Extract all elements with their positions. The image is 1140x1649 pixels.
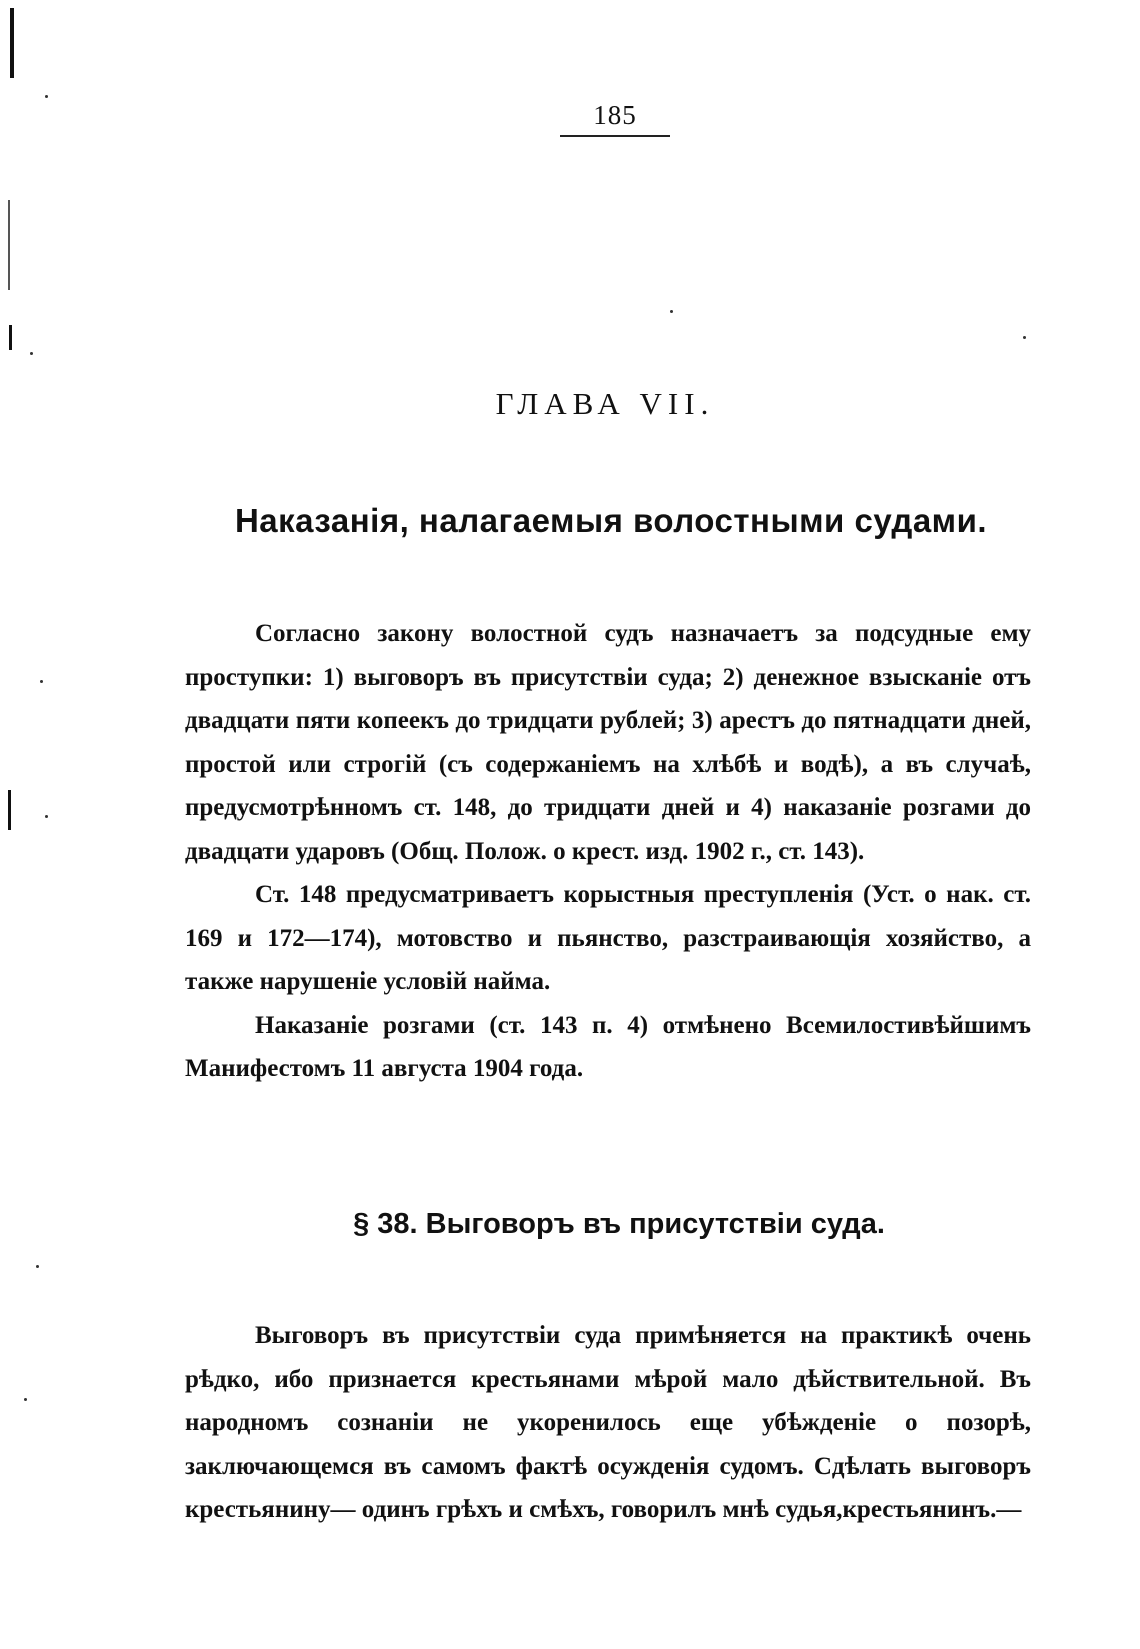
scan-speck <box>670 310 673 313</box>
chapter-heading: ГЛАВА VII. <box>495 386 715 421</box>
scan-margin-line <box>8 200 10 290</box>
scan-speck <box>24 1398 27 1401</box>
scan-speck <box>1023 336 1026 339</box>
section-paragraph: Выговоръ въ присутствіи суда примѣняется на практикѣ очень рѣдко, ибо признается крестьянами мѣрой мало дѣйствительной. Въ народномъ сознаніи не укоренилось еще убѣжденіе о позорѣ, заключающемся въ самомъ фактѣ осужденія судомъ. Сдѣлать выговоръ крестьянину— одинъ грѣхъ и смѣхъ, говорилъ мнѣ судья,крестьянинъ.— <box>185 1322 1031 1523</box>
intro-text <box>185 612 1031 1091</box>
scan-margin-line <box>8 790 11 830</box>
scan-speck <box>45 95 48 98</box>
intro-paragraph: Ст. 148 предусматриваетъ корыстныя преступленія (Уст. о нак. ст. 169 и 172—174), мотовство и пьянство, разстраивающія хозяйство, а также нарушеніе условій найма. <box>185 881 1031 995</box>
scan-speck <box>40 680 43 683</box>
section-heading: § 38. Выговоръ въ присутствіи суда. <box>353 1208 885 1240</box>
section-text <box>185 1314 1031 1532</box>
intro-paragraph: Согласно закону волостной судъ назначаетъ за подсудные ему проступки: 1) выговоръ въ присутствіи суда; 2) денежное взысканіе отъ двадцати пяти копеекъ до тридцати рублей; 3) арестъ до пятнадцати дней, простой или строгій (съ содержаніемъ на хлѣбѣ и водѣ), а въ случаѣ, предусмотрѣнномъ ст. 148, до тридцати дней и 4) наказаніе розгами до двадцати ударовъ (Общ. Полож. о крест. изд. 1902 г., ст. 143). <box>185 620 1031 865</box>
chapter-title: Наказанія, налагаемыя волостными судами. <box>234 502 988 539</box>
scan-speck <box>30 352 33 355</box>
scan-speck <box>45 815 48 818</box>
scan-speck <box>36 1265 39 1268</box>
scan-margin-line <box>9 325 12 350</box>
scan-margin-line <box>10 8 14 78</box>
intro-paragraph: Наказаніе розгами (ст. 143 п. 4) отмѣнено Всемилостивѣйшимъ Манифестомъ 11 августа 1904 года. <box>185 1011 1031 1082</box>
page-number: 185 <box>560 100 670 137</box>
